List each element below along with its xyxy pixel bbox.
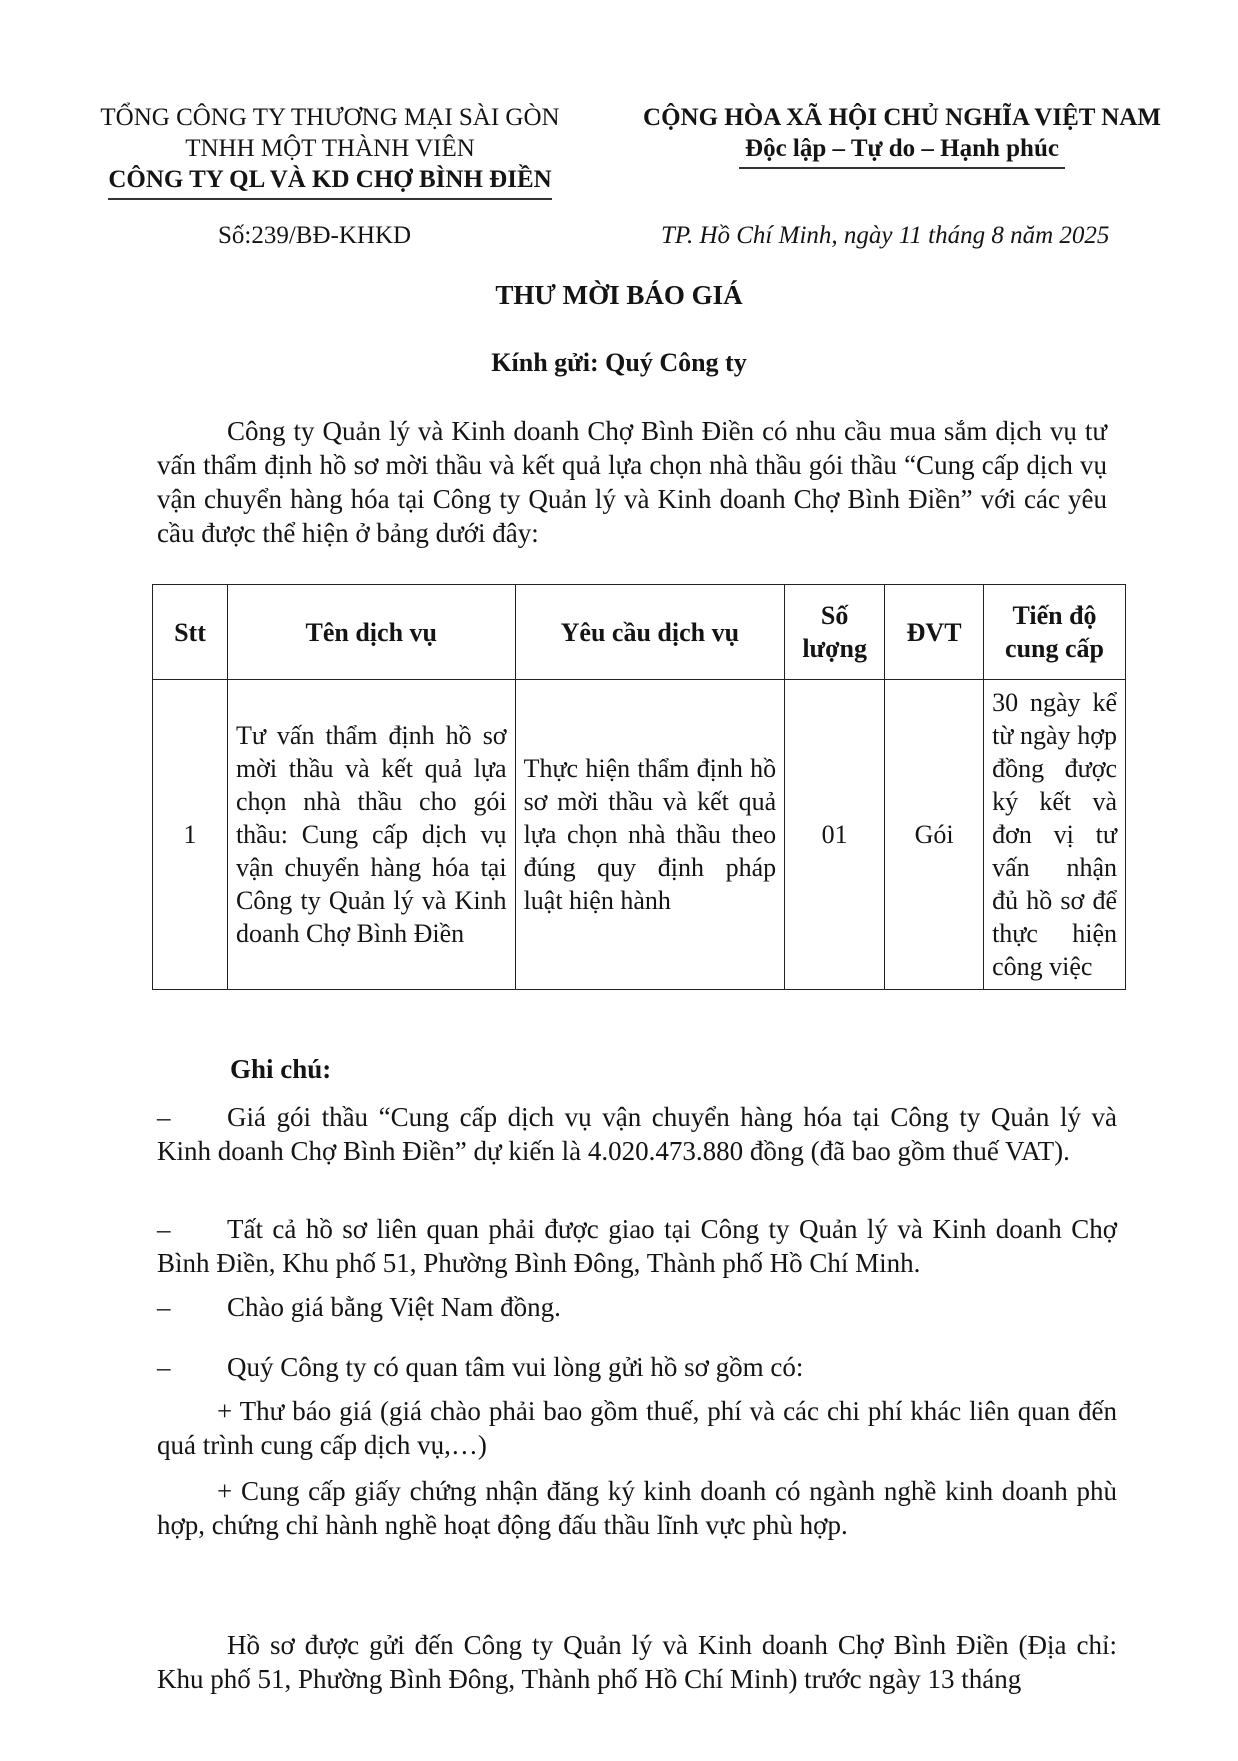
- cell-unit: Gói: [885, 680, 984, 990]
- issuer-parent-line1: TỔNG CÔNG TY THƯƠNG MẠI SÀI GÒN: [100, 104, 560, 131]
- document-title: THƯ MỜI BÁO GIÁ: [495, 280, 743, 310]
- cell-requirement: Thực hiện thẩm định hồ sơ mời thầu và kết quả lựa chọn nhà thầu theo đúng quy định pháp luật hiện hành: [515, 680, 785, 990]
- dash-marker: –: [157, 1352, 171, 1382]
- cell-quantity: 01: [785, 680, 885, 990]
- document-date: TP. Hồ Chí Minh, ngày 11 tháng 8 năm 2025: [661, 222, 1110, 249]
- issuer-parent-line2: TNHH MỘT THÀNH VIÊN: [185, 135, 475, 162]
- column-header-stt: Stt: [153, 585, 228, 680]
- column-header-requirement: Yêu cầu dịch vụ: [515, 585, 785, 680]
- dash-marker: –: [157, 1102, 171, 1132]
- note-item-text: Tất cả hồ sơ liên quan phải được giao tại Công ty Quản lý và Kinh doanh Chợ Bình Điền, Khu phố 51, Phường Bình Đông, Thành phố Hồ Chí Minh.: [157, 1214, 1117, 1278]
- national-title: CỘNG HÒA XÃ HỘI CHỦ NGHĨA VIỆT NAM: [643, 104, 1161, 131]
- cell-service: Tư vấn thẩm định hồ sơ mời thầu và kết quả lựa chọn nhà thầu cho gói thầu: Cung cấp dịch vụ vận chuyển hàng hóa tại Công ty Quản lý và Kinh doanh Chợ Bình Điền: [227, 680, 515, 990]
- intro-paragraph: Công ty Quản lý và Kinh doanh Chợ Bình Điền có nhu cầu mua sắm dịch vụ tư vấn thẩm định hồ sơ mời thầu và kết quả lựa chọn nhà thầu gói thầu “Cung cấp dịch vụ vận chuyển hàng hóa tại Công ty Quản lý và Kinh doanh Chợ Bình Điền” với các yêu cầu được thể hiện ở bảng dưới đây:: [157, 416, 1107, 548]
- national-motto: Độc lập – Tự do – Hạnh phúc: [739, 133, 1065, 169]
- cell-stt: 1: [153, 680, 228, 990]
- dash-marker: –: [157, 1292, 171, 1322]
- issuer-name: CÔNG TY QL VÀ KD CHỢ BÌNH ĐIỀN: [108, 164, 551, 200]
- service-table: [152, 584, 1126, 990]
- note-item-documents: [157, 1350, 1117, 1384]
- notes-heading: Ghi chú:: [230, 1054, 332, 1084]
- national-header: [622, 102, 1182, 169]
- dash-marker: –: [157, 1214, 171, 1244]
- note-item-text: Chào giá bằng Việt Nam đồng.: [227, 1292, 561, 1322]
- document-number: Số:239/BĐ-KHKD: [218, 222, 412, 249]
- sub-item-business-license: + Cung cấp giấy chứng nhận đăng ký kinh doanh có ngành nghề kinh doanh phù hợp, chứng chỉ hành nghề hoạt động đấu thầu lĩnh vực phù hợp.: [157, 1476, 1117, 1540]
- cell-schedule: 30 ngày kể từ ngày hợp đồng được ký kết và đơn vị tư vấn nhận đủ hồ sơ để thực hiện công việc: [984, 680, 1126, 990]
- column-header-schedule: Tiến độ cung cấp: [984, 585, 1126, 680]
- column-header-unit: ĐVT: [885, 585, 984, 680]
- greeting: Kính gửi: Quý Công ty: [491, 348, 747, 377]
- note-item-delivery: [157, 1212, 1117, 1280]
- column-header-quantity: Số lượng: [785, 585, 885, 680]
- sub-item-quote-letter: + Thư báo giá (giá chào phải bao gồm thuế, phí và các chi phí khác liên quan đến quá trình cung cấp dịch vụ,…): [157, 1396, 1117, 1460]
- note-item-currency: [157, 1290, 1117, 1324]
- table-row: [153, 680, 1126, 990]
- note-item-text: Giá gói thầu “Cung cấp dịch vụ vận chuyển hàng hóa tại Công ty Quản lý và Kinh doanh Chợ Bình Điền” dự kiến là 4.020.473.880 đồng (đã bao gồm thuế VAT).: [157, 1102, 1117, 1166]
- closing-paragraph: Hồ sơ được gửi đến Công ty Quản lý và Kinh doanh Chợ Bình Điền (Địa chỉ: Khu phố 51, Phường Bình Đông, Thành phố Hồ Chí Minh) trước ngày 13 tháng: [157, 1630, 1117, 1694]
- issuer-header: [80, 102, 580, 200]
- column-header-service: Tên dịch vụ: [227, 585, 515, 680]
- note-item-text: Quý Công ty có quan tâm vui lòng gửi hồ sơ gồm có:: [227, 1352, 804, 1382]
- table-header-row: [153, 585, 1126, 680]
- note-item-price: [157, 1100, 1117, 1168]
